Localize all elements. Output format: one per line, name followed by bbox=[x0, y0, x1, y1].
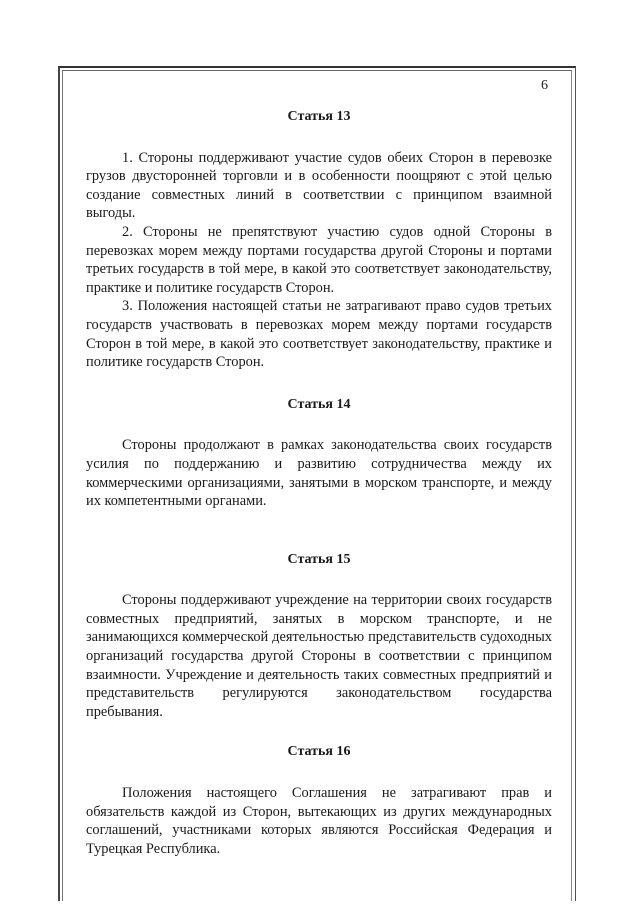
section-spacer bbox=[86, 511, 552, 551]
page-number: 6 bbox=[541, 78, 548, 93]
article-paragraph: 3. Положения настоящей статьи не затрагивают право судов третьих государств участвовать в перевозках морем между портами государств Сторон в той мере, в какой это соответствует законодательству, практике и политике государств Сторон. bbox=[86, 298, 552, 371]
article-paragraph: Положения настоящего Соглашения не затрагивают прав и обязательств каждой из Сторон, вытекающих из других международных соглашений, участниками которых являются Российская Федерация и Турецкая Республика. bbox=[86, 785, 552, 857]
article-paragraph: Стороны поддерживают учреждение на территории своих государств совместных предприятий, занятых в морском транспорте, и не занимающихся коммерческой деятельностью представительств судоходных организаций государства другой Стороны в соответствии с принципом взаимности. Учреждение и деятельность таких совместных предприятий и представительств регулируются законодательством государства пребывания. bbox=[86, 592, 552, 720]
article-13 bbox=[86, 108, 552, 372]
article-title: Статья 15 bbox=[287, 551, 351, 567]
article-title: Статья 13 bbox=[287, 109, 351, 124]
article-paragraph: 1. Стороны поддерживают участие судов обеих Сторон в перевозке грузов двусторонней торговли и в особенности поощряют с этой целью создание совместных линий в соответствии с принципом взаимной выгоды. bbox=[86, 149, 552, 222]
article-16 bbox=[86, 743, 552, 858]
article-15 bbox=[86, 551, 552, 722]
document-body bbox=[86, 108, 552, 858]
section-spacer bbox=[86, 372, 552, 396]
article-paragraph: 2. Стороны не препятствуют участию судов одной Стороны в перевозках морем между портами государства другой Стороны и портами третьих государств в той мере, в какой это соответствует законодательству, практике и политике государств Сторон. bbox=[86, 223, 552, 296]
article-14 bbox=[86, 396, 552, 511]
article-title: Статья 14 bbox=[287, 396, 351, 412]
article-title: Статья 16 bbox=[287, 744, 351, 760]
section-spacer bbox=[86, 721, 552, 743]
article-paragraph: Стороны продолжают в рамках законодательства своих государств усилия по поддержанию и развитию сотрудничества между их коммерческими организациями, занятыми в морском транспорте, и между их компетентными органами. bbox=[86, 437, 552, 510]
